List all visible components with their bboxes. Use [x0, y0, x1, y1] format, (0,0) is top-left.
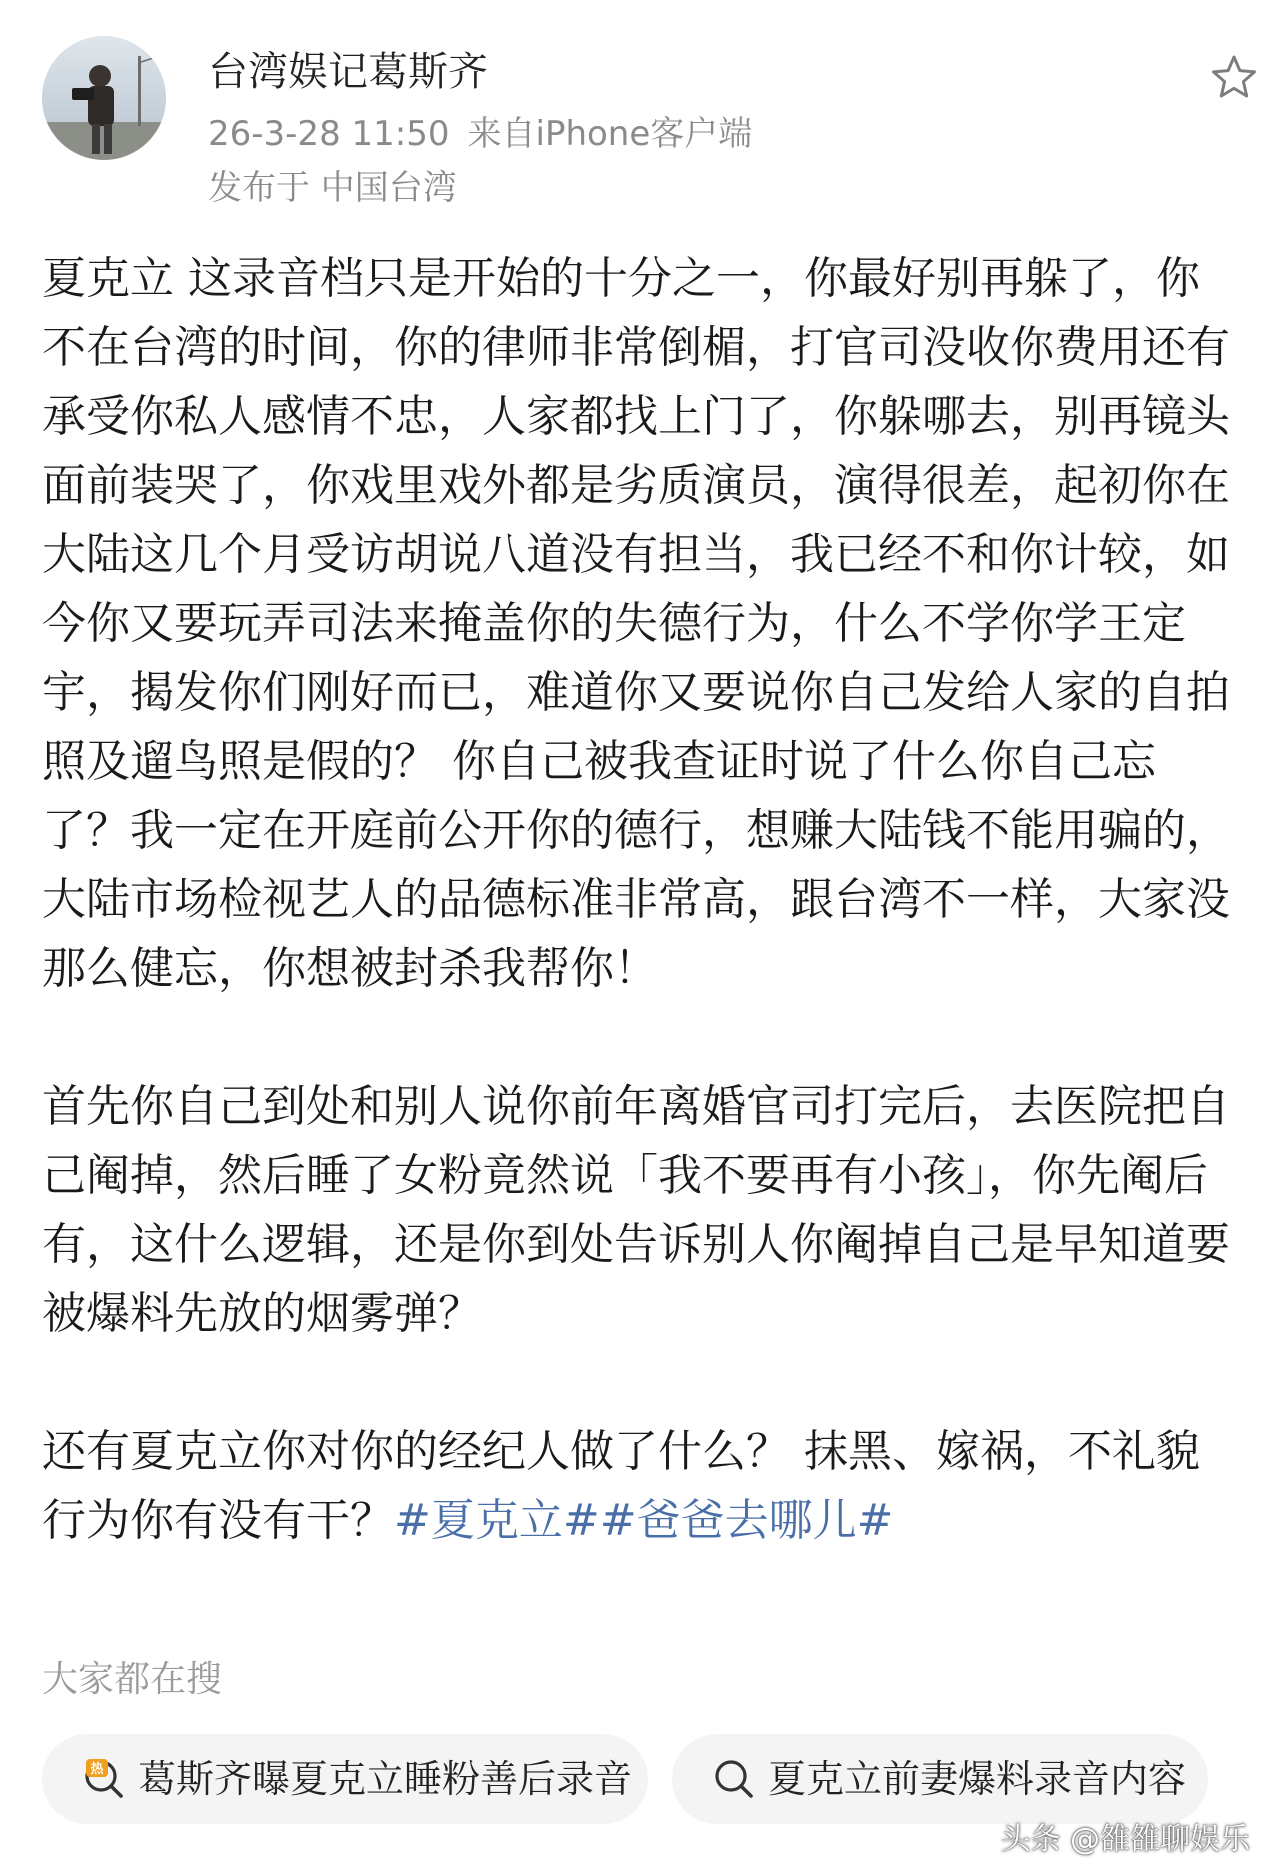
- search-icon: [712, 1757, 756, 1801]
- author-name[interactable]: 台湾娱记葛斯齐: [208, 49, 488, 95]
- post-body: [42, 244, 1242, 1555]
- search-chip-1-text: 葛斯齐曝夏克立睡粉善后录音: [138, 1757, 633, 1801]
- avatar[interactable]: [42, 36, 166, 160]
- hashtag-xiakeli[interactable]: #夏克立#: [394, 1495, 600, 1546]
- trending-search-label: 大家都在搜: [42, 1659, 223, 1700]
- avatar-photo-icon: [42, 36, 166, 160]
- post-paragraph-2: 首先你自己到处和别人说你前年离婚官司打完后，去医院把自己阉掉，然后睡了女粉竟然说「我不要再有小孩」，你先阉后有，这什么逻辑，还是你到处告诉别人你阉掉自己是早知道要被爆料先放的烟雾弹？: [42, 1081, 1230, 1339]
- post-paragraph-1: 夏克立 这录音档只是开始的十分之一，你最好别再躲了，你不在台湾的时间，你的律师非常倒楣，打官司没收你费用还有承受你私人感情不忠，人家都找上门了，你躲哪去，别再镜头面前装哭了，你戏里戏外都是劣质演员，演得很差，起初你在大陆这几个月受访胡说八道没有担当，我已经不和你计较，如今你又要玩弄司法来掩盖你的失德行为，什么不学你学王定宇，揭发你们刚好而已，难道你又要说你自己发给人家的自拍照及遛鸟照是假的？ 你自己被我查证时说了什么你自己忘了？我一定在开庭前公开你的德行，想赚大陆钱不能用骗的，大陆市场检视艺人的品德标准非常高，跟台湾不一样，大家没那么健忘，你想被封杀我帮你！: [42, 253, 1230, 994]
- post-location: 发布于 中国台湾: [208, 168, 457, 208]
- favorite-button[interactable]: [1208, 52, 1260, 104]
- post-paragraph-3: [42, 1417, 1242, 1555]
- post-timestamp: 26-3-28 11:50: [208, 114, 450, 154]
- post-header: [0, 0, 1280, 210]
- search-chip-2[interactable]: [672, 1734, 1208, 1824]
- post-meta: [208, 112, 752, 156]
- hot-search-icon: [82, 1757, 126, 1801]
- svg-text:热: 热: [90, 1762, 104, 1777]
- post-paragraph-3-text: 还有夏克立你对你的经纪人做了什么？ 抹黑、嫁祸，不礼貌行为你有没有干？: [42, 1426, 1200, 1546]
- search-chip-2-text: 夏克立前妻爆料录音内容: [768, 1757, 1187, 1801]
- hashtag-babaqunaer[interactable]: #爸爸去哪儿#: [599, 1495, 894, 1546]
- star-icon: [1208, 52, 1260, 104]
- post-source: 来自iPhone客户端: [467, 114, 753, 154]
- search-chip-1[interactable]: [42, 1734, 648, 1824]
- watermark: 头条 @雒雒聊娱乐: [1000, 1822, 1250, 1857]
